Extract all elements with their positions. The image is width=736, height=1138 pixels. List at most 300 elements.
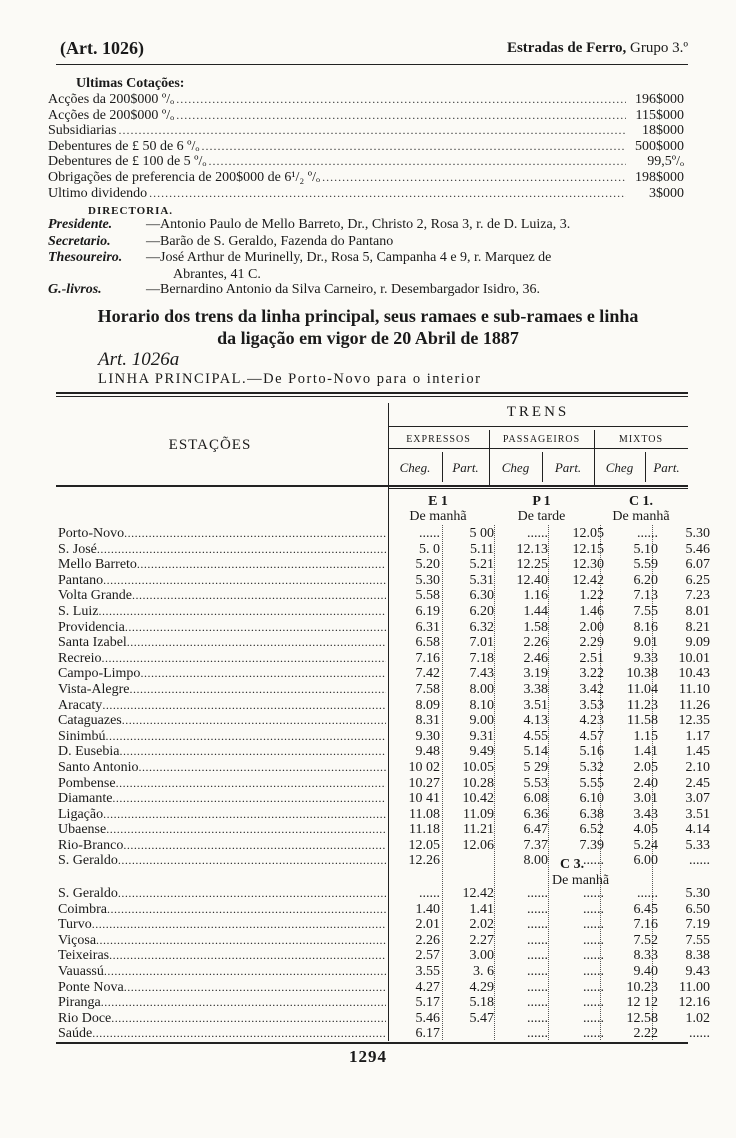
time-cell: 11.09 [463, 806, 494, 822]
time-cell: 5.21 [469, 557, 494, 573]
subcol-cheg-2: Cheg [501, 460, 530, 475]
time-cell: 3.22 [579, 666, 604, 682]
quotation-value: 18$000 [642, 123, 684, 139]
time-cell: 11.00 [679, 979, 710, 995]
time-cell: 5.30 [685, 886, 710, 901]
station-label: Providencia [58, 619, 125, 635]
time-cell: 12.30 [572, 557, 604, 573]
table-row [58, 979, 710, 996]
timetable-title-line-1: Horario dos trens da linha principal, seus ramaes e sub-ramaes e linha [97, 306, 639, 326]
time-cell: 9.09 [685, 635, 710, 651]
directoria-role: Presidente. [48, 217, 113, 232]
subcol-part-1: Part. [452, 460, 479, 475]
time-cell: 2.51 [579, 650, 604, 666]
time-label-c3: De manhã [552, 873, 610, 888]
time-cell: 3.53 [579, 697, 604, 713]
station-name [58, 682, 386, 698]
quotation-value: 3$000 [649, 185, 684, 201]
directoria-row [48, 250, 686, 267]
time-cell: 1.44 [523, 603, 548, 619]
time-cell: 8.33 [633, 948, 658, 964]
time-cell: ...... [527, 1026, 548, 1042]
time-cell: ...... [689, 1026, 710, 1042]
time-cell: 9.31 [469, 728, 494, 744]
station-name [58, 666, 386, 682]
directoria-role: Thesoureiro. [48, 250, 123, 265]
group-expressos: EXPRESSOS [406, 434, 471, 445]
time-cell: 8.21 [685, 619, 710, 635]
time-cell: 4.05 [633, 822, 658, 838]
time-cell: 2.00 [579, 619, 604, 635]
article-number: Art. 1026a [98, 349, 180, 370]
time-cell: 5.20 [415, 557, 440, 573]
time-cell: 3.38 [523, 681, 548, 697]
table-row [58, 681, 710, 698]
time-cell: 1.17 [685, 728, 710, 744]
quotation-label: Acções da 200$000 º/ₒ [48, 92, 175, 107]
line-label: LINHA PRINCIPAL.—De Porto-Novo para o interior [98, 371, 482, 387]
time-cell: 2.01 [415, 917, 440, 933]
time-cell: 7.37 [523, 837, 548, 853]
time-cell: 7.19 [685, 917, 710, 933]
time-cell: 1.22 [579, 588, 604, 604]
time-cell: ...... [419, 886, 440, 901]
directoria-name: —Bernardino Antonio da Silva Carneiro, r. Desembargador Isidro, 36. [146, 281, 540, 297]
station-label: Vauassú [58, 963, 104, 979]
station-name [58, 635, 386, 651]
station-label: Pombense [58, 775, 116, 791]
time-cell: 4.57 [579, 728, 604, 744]
time-cell: 6.25 [685, 572, 710, 588]
table-row [58, 728, 710, 745]
quotation-row [48, 92, 684, 108]
time-cell: 8.10 [469, 697, 494, 713]
time-cell: 3.01 [633, 791, 658, 807]
time-cell: 5.30 [685, 526, 710, 541]
header-rule [56, 64, 688, 65]
time-cell: 5.53 [523, 775, 548, 791]
trens-heading: TRENS [506, 404, 570, 420]
time-cell: ...... [527, 948, 548, 964]
time-cell: ...... [583, 948, 604, 964]
station-label: Cataguazes [58, 713, 122, 729]
subcol-cheg-1: Cheg. [399, 460, 431, 475]
time-cell: 10.28 [462, 775, 494, 791]
dot-leader [116, 123, 626, 139]
time-cell: 11.21 [463, 822, 494, 838]
station-name [58, 1011, 386, 1027]
time-cell: 2.27 [469, 932, 494, 948]
time-cell: ...... [527, 901, 548, 917]
station-label: Santa Izabel [58, 635, 127, 651]
time-cell: 2.57 [415, 948, 440, 964]
time-cell: 5.55 [579, 775, 604, 791]
time-cell: 7.55 [633, 603, 658, 619]
time-label-p1: De tarde [517, 509, 566, 524]
quotation-label: Debentures de £ 100 de 5 º/ₒ [48, 154, 207, 170]
table-row [58, 1026, 710, 1042]
time-cell: 12.15 [572, 541, 604, 557]
quotation-label: Ultimo dividendo [48, 185, 148, 201]
group-passageiros: PASSAGEIROS [502, 434, 581, 445]
time-cell: 8.00 [469, 681, 494, 697]
directoria-name: —Antonio Paulo de Mello Barreto, Dr., Christo 2, Rosa 3, r. de D. Luiza, 3. [146, 217, 571, 232]
time-cell: 3.19 [523, 666, 548, 682]
quotation-value: 196$000 [635, 92, 684, 107]
directoria-row [48, 282, 686, 299]
train-code-c1: C 1. [628, 494, 654, 509]
station-label: Sinimbú [58, 728, 106, 744]
time-cell: ...... [583, 853, 604, 869]
quotation-row [48, 139, 684, 155]
time-cell: 1.41 [469, 901, 494, 917]
directoria-row [48, 217, 686, 234]
station-name [58, 917, 386, 933]
time-cell: 8.38 [685, 948, 710, 964]
table-top-rule-inner [56, 396, 688, 397]
station-name [58, 526, 386, 542]
time-cell: ...... [583, 963, 604, 979]
time-cell: ...... [583, 932, 604, 948]
time-cell: 7.16 [415, 650, 440, 666]
time-cell: 5.31 [469, 572, 494, 588]
station-label: S. Geraldo [58, 853, 118, 869]
station-name [58, 980, 386, 996]
table-row [58, 759, 710, 776]
table-top-rule [56, 392, 688, 394]
station-label: Rio Doce [58, 1010, 112, 1026]
quotations-block [48, 76, 684, 201]
table-row [58, 697, 710, 714]
time-cell: 12.13 [516, 541, 548, 557]
main-line-rows [58, 526, 710, 869]
time-cell: 5.47 [469, 1010, 494, 1026]
time-cell: 12.42 [462, 886, 494, 901]
running-head [60, 38, 688, 60]
dot-leader [206, 154, 626, 170]
time-cell: 12.05 [572, 526, 604, 541]
station-label: Ligação [58, 806, 104, 822]
time-cell: ...... [583, 995, 604, 1011]
table-row [58, 963, 710, 980]
time-cell: 10 41 [408, 791, 440, 807]
table-row [58, 948, 710, 964]
station-label: Diamante [58, 791, 113, 807]
time-cell: ...... [583, 1010, 604, 1026]
quotation-row [48, 123, 684, 139]
table-row [58, 666, 710, 682]
time-cell: 8.16 [633, 619, 658, 635]
table-row [58, 557, 710, 573]
time-cell: 2.46 [523, 650, 548, 666]
time-cell: ...... [583, 886, 604, 901]
time-cell: 5.14 [523, 744, 548, 760]
time-cell: 9.30 [415, 728, 440, 744]
time-cell: 4.29 [469, 979, 494, 995]
station-name [58, 557, 386, 573]
time-cell: 5 29 [523, 759, 548, 775]
time-cell: 12.25 [516, 557, 548, 573]
time-cell: 7.01 [469, 635, 494, 651]
time-cell: 6.30 [469, 588, 494, 604]
table-row [58, 837, 710, 854]
subcol-part-3: Part. [653, 460, 680, 475]
time-cell: 12.06 [462, 837, 494, 853]
station-label: S. Geraldo [58, 886, 118, 901]
station-label: Santo Antonio [58, 759, 139, 775]
time-cell: 5.46 [415, 1010, 440, 1026]
time-cell: 9.01 [633, 635, 658, 651]
time-cell: 9.40 [633, 963, 658, 979]
station-label: Recreio [58, 650, 102, 666]
station-name [58, 744, 386, 760]
time-cell: ...... [583, 1026, 604, 1042]
time-cell: 6.08 [523, 791, 548, 807]
time-cell: 6.19 [415, 603, 440, 619]
time-cell: 10.38 [626, 666, 658, 682]
station-name [58, 651, 386, 667]
time-label-e1: De manhã [409, 509, 467, 524]
subcol-part-2: Part. [554, 460, 582, 475]
timetable-title-line-2: da ligação em vigor de 20 Abril de 1887 [217, 328, 519, 348]
time-cell: ...... [527, 963, 548, 979]
quotation-label: Obrigações de preferencia de 200$000 de 6¹/₂ º/ₒ [48, 169, 321, 185]
table-row [58, 1010, 710, 1027]
groups-rule [388, 448, 688, 449]
quotation-label: Acções de 200$000 º/ₒ [48, 107, 175, 123]
time-cell: 12.40 [516, 572, 548, 588]
time-cell: 7.42 [415, 666, 440, 682]
subcol-cheg-3: Cheg [605, 460, 634, 475]
time-label-c1: De manhã [612, 509, 670, 524]
time-cell: 12.42 [572, 572, 604, 588]
section-group: Grupo 3.º [630, 40, 688, 56]
station-name [58, 713, 386, 729]
time-cell: 3.42 [579, 681, 604, 697]
station-name [58, 729, 386, 745]
station-name [58, 822, 386, 838]
station-label: Vista-Alegre [58, 681, 130, 697]
time-cell: 5.30 [415, 572, 440, 588]
time-cell: 12.35 [678, 713, 710, 729]
table-row [58, 603, 710, 620]
trens-rule [388, 426, 688, 427]
time-cell: 12.58 [626, 1010, 658, 1026]
directoria-role: Secretario. [48, 233, 111, 249]
table-row [58, 744, 710, 760]
station-label: Viçosa [58, 932, 97, 948]
time-cell: 5.33 [685, 837, 710, 853]
time-cell: 7.13 [633, 588, 658, 604]
station-name [58, 698, 386, 714]
table-row [58, 791, 710, 807]
time-cell: 5.24 [633, 837, 658, 853]
time-cell: 6.07 [685, 557, 710, 573]
time-cell: 1.16 [523, 588, 548, 604]
station-label: S. José [58, 541, 97, 557]
table-row [58, 541, 710, 558]
quotation-row [48, 170, 684, 186]
article-reference: (Art. 1026) [60, 38, 144, 58]
directoria-role: G.-livros. [48, 281, 102, 297]
time-cell: 1.02 [685, 1010, 710, 1026]
time-cell: 7.55 [685, 932, 710, 948]
time-cell: 6.38 [579, 806, 604, 822]
time-cell: 5.58 [415, 588, 440, 604]
dot-leader [174, 92, 626, 108]
table-row [58, 901, 710, 918]
table-row [58, 588, 710, 604]
time-cell: ...... [689, 853, 710, 869]
table-bottom-rule [56, 1042, 688, 1044]
station-name [58, 776, 386, 792]
station-label: D. Eusebia [58, 744, 120, 760]
time-cell: 5.32 [579, 759, 604, 775]
dot-leader [199, 139, 626, 155]
table-row [58, 713, 710, 729]
quotation-label: Subsidiarias [48, 123, 117, 139]
time-cell: 2.26 [523, 635, 548, 651]
time-cell: 7.43 [469, 666, 494, 682]
station-name [58, 964, 386, 980]
quotations-heading: Ultimas Cotações: [76, 76, 185, 91]
directoria-title: DIRECTORIA. [88, 205, 174, 217]
time-cell: ...... [527, 526, 548, 541]
time-cell: 5.18 [469, 995, 494, 1011]
station-label: Ubaense [58, 822, 107, 838]
time-cell: 11.04 [627, 681, 658, 697]
station-name [58, 588, 386, 604]
time-cell: ...... [527, 995, 548, 1011]
time-cell: 8.01 [685, 603, 710, 619]
train-code-c3: C 3. [560, 857, 585, 872]
train-code-e1: E 1 [428, 494, 448, 509]
time-cell: 3.51 [523, 697, 548, 713]
group-mixtos: MIXTOS [618, 434, 664, 445]
time-cell: 10.27 [408, 775, 440, 791]
time-cell: 6.58 [415, 635, 440, 651]
branch-rows [58, 886, 710, 1042]
time-cell: 12.16 [678, 995, 710, 1011]
time-cell: 4.27 [415, 979, 440, 995]
station-name [58, 948, 386, 964]
time-cell: 6.52 [579, 822, 604, 838]
quotation-label: Debentures de £ 50 de 6 º/ₒ [48, 138, 200, 154]
time-cell: 6.32 [469, 619, 494, 635]
time-cell: 2.45 [685, 775, 710, 791]
time-cell: 10.01 [678, 650, 710, 666]
time-cell: 2.22 [633, 1026, 658, 1042]
time-cell: 2.10 [685, 759, 710, 775]
quotations-list [48, 92, 684, 201]
station-label: Mello Barreto [58, 557, 137, 573]
train-code-p1: P 1 [532, 494, 551, 509]
time-cell: ...... [419, 526, 440, 541]
time-cell: 11.58 [627, 713, 658, 729]
time-cell: 8.00 [523, 853, 548, 869]
station-label: Turvo [58, 917, 92, 933]
time-cell: 7.18 [469, 650, 494, 666]
page-number: 1294 [349, 1047, 387, 1066]
time-cell: ...... [637, 526, 658, 541]
time-cell: 5.11 [470, 541, 494, 557]
time-cell: ...... [637, 886, 658, 901]
time-cell: 9.48 [415, 744, 440, 760]
time-cell: 11.18 [409, 822, 440, 838]
table-row [58, 822, 710, 838]
time-cell: 5.10 [633, 541, 658, 557]
table-row [58, 853, 710, 869]
time-cell: 5. 0 [419, 541, 440, 557]
station-name [58, 902, 386, 918]
table-row [58, 995, 710, 1011]
table-row [58, 775, 710, 792]
time-cell: 12.26 [408, 853, 440, 869]
time-cell: 1.58 [523, 619, 548, 635]
directoria-row [48, 234, 686, 251]
time-cell: 6.10 [579, 791, 604, 807]
time-cell: 1.41 [633, 744, 658, 760]
time-cell: 3.00 [469, 948, 494, 964]
table-row [58, 635, 710, 651]
station-label: Volta Grande [58, 588, 132, 604]
time-cell: 6.50 [685, 901, 710, 917]
time-cell: ...... [527, 917, 548, 933]
time-cell: 12.05 [408, 837, 440, 853]
time-cell: 7.52 [633, 932, 658, 948]
directoria-name: —José Arthur de Murinelly, Dr., Rosa 5, Campanha 4 e 9, r. Marquez de [146, 250, 552, 265]
time-cell: 3.07 [685, 791, 710, 807]
directoria-list [48, 217, 686, 298]
time-cell: 1.45 [685, 744, 710, 760]
table-row [58, 526, 710, 542]
table-row [58, 619, 710, 636]
time-cell: 5.17 [415, 995, 440, 1011]
time-cell: 6.00 [633, 853, 658, 869]
time-cell: 6.45 [633, 901, 658, 917]
station-label: Campo-Limpo [58, 666, 141, 682]
time-cell: 5.59 [633, 557, 658, 573]
station-label: Rio-Branco [58, 837, 124, 853]
time-cell: 3.43 [633, 806, 658, 822]
time-cell: 1.46 [579, 603, 604, 619]
table-row [58, 886, 710, 902]
time-cell: 11.08 [409, 806, 440, 822]
time-cell: ...... [583, 979, 604, 995]
time-cell: 11.23 [627, 697, 658, 713]
quotation-value: 115$000 [635, 107, 684, 123]
time-cell: 7.23 [685, 588, 710, 604]
time-cell: 10.05 [462, 759, 494, 775]
time-cell: ...... [527, 1010, 548, 1026]
time-cell: 6.20 [633, 572, 658, 588]
timetable-title [48, 305, 688, 349]
station-name [58, 1026, 386, 1042]
time-cell: 8.09 [415, 697, 440, 713]
station-name [58, 791, 386, 807]
quotation-row [48, 154, 684, 170]
time-cell: 10.42 [462, 791, 494, 807]
station-label: Teixeiras [58, 948, 110, 964]
section-title [507, 40, 688, 57]
quotation-row [48, 186, 684, 202]
dot-leader [174, 108, 626, 124]
quotation-value: 198$000 [635, 169, 684, 185]
station-name [58, 604, 386, 620]
time-cell: 2.40 [633, 775, 658, 791]
time-cell: 5 00 [469, 526, 494, 541]
time-cell: 11.10 [679, 681, 710, 697]
